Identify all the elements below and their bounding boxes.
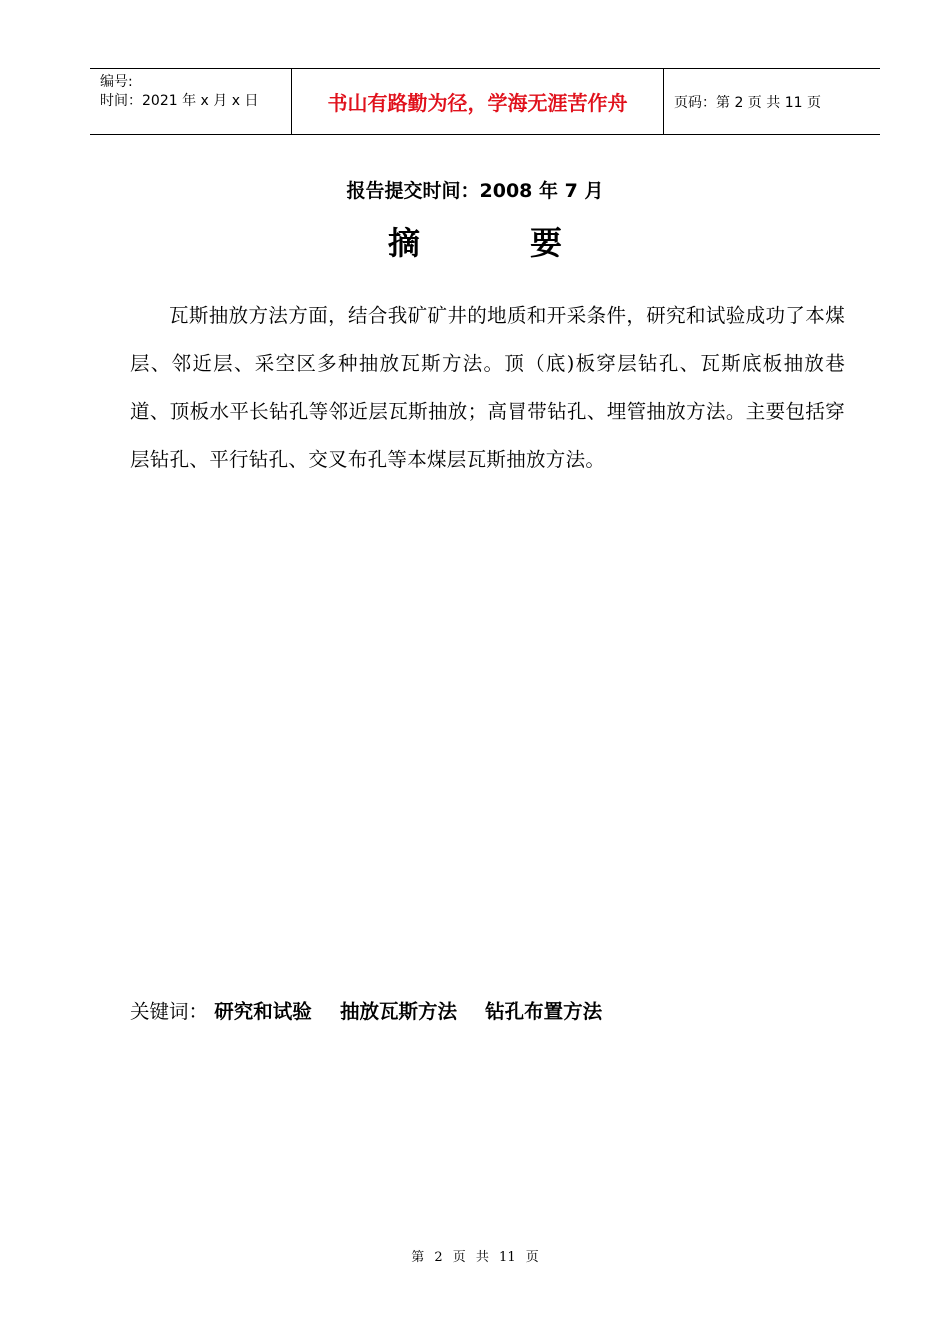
keyword-item: 钻孔布置方法: [485, 1000, 603, 1023]
header-motto: 书山有路勤为径，学海无涯苦作舟: [292, 69, 664, 134]
page-header: [90, 68, 880, 135]
keywords-label: 关键词：: [130, 1000, 209, 1023]
abstract-body: 瓦斯抽放方法方面，结合我矿矿井的地质和开采条件，研究和试验成功了本煤层、邻近层、采空区多种抽放瓦斯方法。顶（底)板穿层钻孔、瓦斯底板抽放巷道、顶板水平长钻孔等邻近层瓦斯抽放；高冒带钻孔、埋管抽放方法。主要包括穿层钻孔、平行钻孔、交叉布孔等本煤层瓦斯抽放方法。: [130, 304, 845, 471]
report-submit-time: 报告提交时间：2008 年 7 月: [346, 180, 604, 202]
abstract-title: [0, 218, 950, 264]
header-meta: [90, 69, 292, 134]
abstract-title-char-1: 摘: [387, 224, 420, 262]
header-page-code: 页码：第 2 页 共 11 页: [674, 94, 821, 111]
keywords-line: [130, 996, 624, 1024]
page-footer: 第 2 页 共 11 页: [411, 1250, 539, 1265]
header-time-label: 时间：2021 年 x 月 x 日: [100, 93, 259, 109]
abstract-title-char-2: 要: [530, 224, 563, 262]
keyword-item: 研究和试验: [214, 1000, 312, 1023]
keyword-item: 抽放瓦斯方法: [339, 1000, 457, 1023]
header-number-label: 编号:: [100, 74, 133, 90]
